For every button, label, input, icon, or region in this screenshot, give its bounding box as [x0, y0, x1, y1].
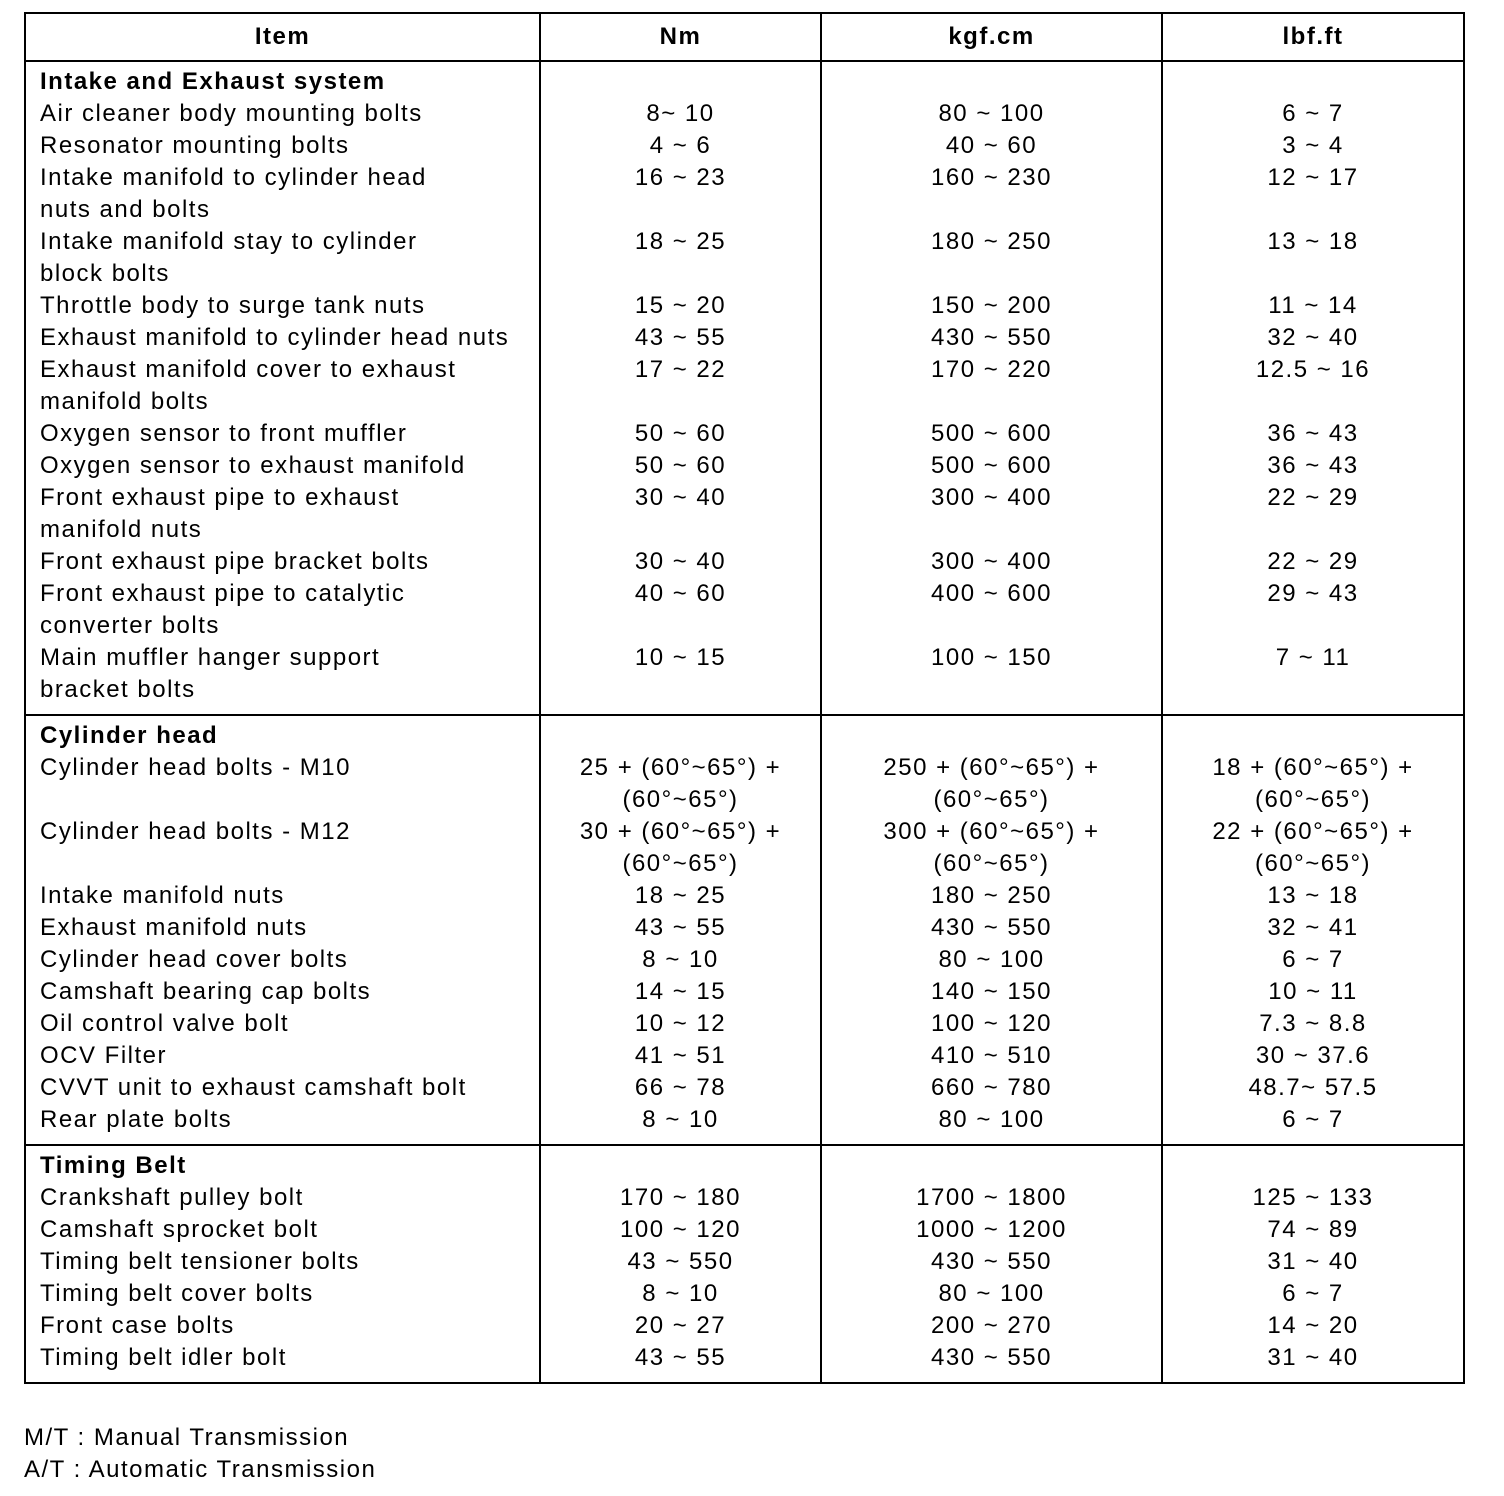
header-nm: Nm [540, 13, 821, 61]
lbf-ft-cell: 31 ~ 40 [1162, 1246, 1464, 1278]
item-cell: OCV Filter [25, 1040, 540, 1072]
item-cell: Intake manifold stay to cylinder block bolts [25, 226, 540, 290]
table-row [25, 1278, 1464, 1310]
kgf-cm-cell: 300 + (60°~65°) + (60°~65°) [821, 816, 1162, 880]
table-row [25, 290, 1464, 322]
kgf-cm-cell: 150 ~ 200 [821, 290, 1162, 322]
item-cell: Oxygen sensor to exhaust manifold [25, 450, 540, 482]
table-row [25, 162, 1464, 226]
kgf-cm-cell: 100 ~ 120 [821, 1008, 1162, 1040]
header-row [25, 13, 1464, 61]
kgf-cm-cell: 430 ~ 550 [821, 1342, 1162, 1383]
lbf-ft-cell: 7 ~ 11 [1162, 642, 1464, 715]
section-title: Intake and Exhaust system [25, 61, 540, 98]
nm-cell: 10 ~ 12 [540, 1008, 821, 1040]
nm-cell: 10 ~ 15 [540, 642, 821, 715]
item-cell: Crankshaft pulley bolt [25, 1182, 540, 1214]
lbf-ft-cell: 6 ~ 7 [1162, 1278, 1464, 1310]
item-cell: Cylinder head bolts - M12 [25, 816, 540, 880]
table-row [25, 226, 1464, 290]
torque-spec-table [24, 12, 1465, 1384]
table-row [25, 1182, 1464, 1214]
kgf-cm-cell: 170 ~ 220 [821, 354, 1162, 418]
header-lbf-ft: lbf.ft [1162, 13, 1464, 61]
table-row [25, 1104, 1464, 1145]
item-cell: Air cleaner body mounting bolts [25, 98, 540, 130]
lbf-ft-cell: 29 ~ 43 [1162, 578, 1464, 642]
lbf-ft-cell: 18 + (60°~65°) + (60°~65°) [1162, 752, 1464, 816]
kgf-cm-cell: 300 ~ 400 [821, 482, 1162, 546]
lbf-ft-cell: 36 ~ 43 [1162, 450, 1464, 482]
nm-cell: 20 ~ 27 [540, 1310, 821, 1342]
kgf-cm-cell: 300 ~ 400 [821, 546, 1162, 578]
table-row [25, 944, 1464, 976]
lbf-ft-cell: 10 ~ 11 [1162, 976, 1464, 1008]
table-row [25, 1342, 1464, 1383]
nm-cell: 43 ~ 550 [540, 1246, 821, 1278]
lbf-ft-cell: 74 ~ 89 [1162, 1214, 1464, 1246]
empty-cell [821, 715, 1162, 752]
lbf-ft-cell: 32 ~ 40 [1162, 322, 1464, 354]
item-cell: Front exhaust pipe to exhaust manifold nuts [25, 482, 540, 546]
kgf-cm-cell: 180 ~ 250 [821, 880, 1162, 912]
kgf-cm-cell: 80 ~ 100 [821, 98, 1162, 130]
lbf-ft-cell: 22 ~ 29 [1162, 546, 1464, 578]
kgf-cm-cell: 80 ~ 100 [821, 1278, 1162, 1310]
nm-cell: 30 + (60°~65°) + (60°~65°) [540, 816, 821, 880]
kgf-cm-cell: 430 ~ 550 [821, 1246, 1162, 1278]
kgf-cm-cell: 80 ~ 100 [821, 1104, 1162, 1145]
nm-cell: 30 ~ 40 [540, 482, 821, 546]
kgf-cm-cell: 430 ~ 550 [821, 912, 1162, 944]
section-title: Timing Belt [25, 1145, 540, 1182]
lbf-ft-cell: 125 ~ 133 [1162, 1182, 1464, 1214]
empty-cell [1162, 715, 1464, 752]
item-cell: Front exhaust pipe to catalytic converter bolts [25, 578, 540, 642]
kgf-cm-cell: 180 ~ 250 [821, 226, 1162, 290]
table-row [25, 976, 1464, 1008]
lbf-ft-cell: 6 ~ 7 [1162, 1104, 1464, 1145]
table-row [25, 482, 1464, 546]
lbf-ft-cell: 14 ~ 20 [1162, 1310, 1464, 1342]
nm-cell: 43 ~ 55 [540, 1342, 821, 1383]
table-row [25, 130, 1464, 162]
kgf-cm-cell: 1000 ~ 1200 [821, 1214, 1162, 1246]
lbf-ft-cell: 6 ~ 7 [1162, 944, 1464, 976]
item-cell: Timing belt cover bolts [25, 1278, 540, 1310]
lbf-ft-cell: 7.3 ~ 8.8 [1162, 1008, 1464, 1040]
section-title-row [25, 1145, 1464, 1182]
nm-cell: 40 ~ 60 [540, 578, 821, 642]
table-row [25, 1246, 1464, 1278]
nm-cell: 8~ 10 [540, 98, 821, 130]
section-intake-exhaust [25, 61, 1464, 715]
empty-cell [540, 715, 821, 752]
table-row [25, 546, 1464, 578]
table-row [25, 1040, 1464, 1072]
nm-cell: 17 ~ 22 [540, 354, 821, 418]
item-cell: Front case bolts [25, 1310, 540, 1342]
kgf-cm-cell: 500 ~ 600 [821, 418, 1162, 450]
item-cell: Exhaust manifold nuts [25, 912, 540, 944]
item-cell: Front exhaust pipe bracket bolts [25, 546, 540, 578]
nm-cell: 18 ~ 25 [540, 880, 821, 912]
nm-cell: 18 ~ 25 [540, 226, 821, 290]
item-cell: Cylinder head cover bolts [25, 944, 540, 976]
footnote-manual-transmission: M/T : Manual Transmission [24, 1424, 350, 1451]
item-cell: Rear plate bolts [25, 1104, 540, 1145]
kgf-cm-cell: 430 ~ 550 [821, 322, 1162, 354]
kgf-cm-cell: 160 ~ 230 [821, 162, 1162, 226]
table-row [25, 1008, 1464, 1040]
nm-cell: 14 ~ 15 [540, 976, 821, 1008]
table-row [25, 880, 1464, 912]
table-row [25, 642, 1464, 715]
lbf-ft-cell: 22 ~ 29 [1162, 482, 1464, 546]
lbf-ft-cell: 32 ~ 41 [1162, 912, 1464, 944]
empty-cell [821, 1145, 1162, 1182]
lbf-ft-cell: 12.5 ~ 16 [1162, 354, 1464, 418]
kgf-cm-cell: 410 ~ 510 [821, 1040, 1162, 1072]
kgf-cm-cell: 500 ~ 600 [821, 450, 1162, 482]
section-title-row [25, 715, 1464, 752]
lbf-ft-cell: 22 + (60°~65°) + (60°~65°) [1162, 816, 1464, 880]
item-cell: Camshaft bearing cap bolts [25, 976, 540, 1008]
header-kgf-cm: kgf.cm [821, 13, 1162, 61]
table-row [25, 450, 1464, 482]
empty-cell [1162, 61, 1464, 98]
table-row [25, 1072, 1464, 1104]
item-cell: Throttle body to surge tank nuts [25, 290, 540, 322]
section-timing-belt [25, 1145, 1464, 1383]
kgf-cm-cell: 80 ~ 100 [821, 944, 1162, 976]
section-title-row [25, 61, 1464, 98]
table-row [25, 1214, 1464, 1246]
item-cell: Timing belt idler bolt [25, 1342, 540, 1383]
nm-cell: 25 + (60°~65°) + (60°~65°) [540, 752, 821, 816]
table-row [25, 322, 1464, 354]
item-cell: Resonator mounting bolts [25, 130, 540, 162]
section-cylinder-head [25, 715, 1464, 1145]
item-cell: Intake manifold nuts [25, 880, 540, 912]
item-cell: Camshaft sprocket bolt [25, 1214, 540, 1246]
kgf-cm-cell: 660 ~ 780 [821, 1072, 1162, 1104]
item-cell: Intake manifold to cylinder head nuts and bolts [25, 162, 540, 226]
kgf-cm-cell: 40 ~ 60 [821, 130, 1162, 162]
empty-cell [540, 61, 821, 98]
lbf-ft-cell: 13 ~ 18 [1162, 880, 1464, 912]
lbf-ft-cell: 48.7~ 57.5 [1162, 1072, 1464, 1104]
table-row [25, 354, 1464, 418]
nm-cell: 170 ~ 180 [540, 1182, 821, 1214]
nm-cell: 15 ~ 20 [540, 290, 821, 322]
item-cell: Timing belt tensioner bolts [25, 1246, 540, 1278]
item-cell: CVVT unit to exhaust camshaft bolt [25, 1072, 540, 1104]
lbf-ft-cell: 11 ~ 14 [1162, 290, 1464, 322]
footnotes [24, 1422, 376, 1486]
table-row [25, 752, 1464, 816]
nm-cell: 8 ~ 10 [540, 944, 821, 976]
section-title: Cylinder head [25, 715, 540, 752]
table-row [25, 912, 1464, 944]
table-row [25, 816, 1464, 880]
item-cell: Main muffler hanger support bracket bolts [25, 642, 540, 715]
kgf-cm-cell: 140 ~ 150 [821, 976, 1162, 1008]
empty-cell [540, 1145, 821, 1182]
nm-cell: 43 ~ 55 [540, 322, 821, 354]
table-row [25, 1310, 1464, 1342]
item-cell: Exhaust manifold to cylinder head nuts [25, 322, 540, 354]
nm-cell: 30 ~ 40 [540, 546, 821, 578]
footnote-automatic-transmission: A/T : Automatic Transmission [24, 1456, 377, 1483]
table-row [25, 578, 1464, 642]
nm-cell: 4 ~ 6 [540, 130, 821, 162]
item-cell: Oil control valve bolt [25, 1008, 540, 1040]
empty-cell [1162, 1145, 1464, 1182]
lbf-ft-cell: 13 ~ 18 [1162, 226, 1464, 290]
nm-cell: 100 ~ 120 [540, 1214, 821, 1246]
table-row [25, 98, 1464, 130]
kgf-cm-cell: 400 ~ 600 [821, 578, 1162, 642]
item-cell: Cylinder head bolts - M10 [25, 752, 540, 816]
kgf-cm-cell: 1700 ~ 1800 [821, 1182, 1162, 1214]
header-item: Item [25, 13, 540, 61]
nm-cell: 8 ~ 10 [540, 1104, 821, 1145]
nm-cell: 16 ~ 23 [540, 162, 821, 226]
nm-cell: 8 ~ 10 [540, 1278, 821, 1310]
nm-cell: 50 ~ 60 [540, 450, 821, 482]
lbf-ft-cell: 12 ~ 17 [1162, 162, 1464, 226]
lbf-ft-cell: 3 ~ 4 [1162, 130, 1464, 162]
item-cell: Oxygen sensor to front muffler [25, 418, 540, 450]
kgf-cm-cell: 200 ~ 270 [821, 1310, 1162, 1342]
lbf-ft-cell: 31 ~ 40 [1162, 1342, 1464, 1383]
nm-cell: 43 ~ 55 [540, 912, 821, 944]
table-row [25, 418, 1464, 450]
nm-cell: 50 ~ 60 [540, 418, 821, 450]
lbf-ft-cell: 30 ~ 37.6 [1162, 1040, 1464, 1072]
empty-cell [821, 61, 1162, 98]
nm-cell: 41 ~ 51 [540, 1040, 821, 1072]
kgf-cm-cell: 100 ~ 150 [821, 642, 1162, 715]
item-cell: Exhaust manifold cover to exhaust manifold bolts [25, 354, 540, 418]
kgf-cm-cell: 250 + (60°~65°) + (60°~65°) [821, 752, 1162, 816]
lbf-ft-cell: 36 ~ 43 [1162, 418, 1464, 450]
lbf-ft-cell: 6 ~ 7 [1162, 98, 1464, 130]
nm-cell: 66 ~ 78 [540, 1072, 821, 1104]
